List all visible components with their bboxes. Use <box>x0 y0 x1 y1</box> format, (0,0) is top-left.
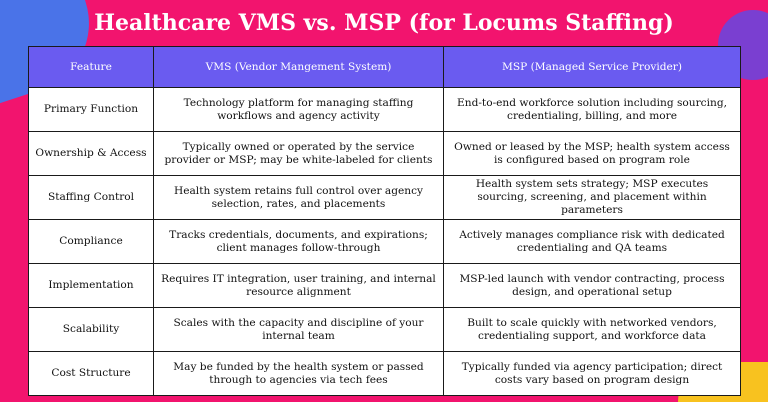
msp-cell: End-to-end workforce solution including sourcing, credentialing, billing, and more <box>444 88 741 132</box>
msp-cell: Health system sets strategy; MSP executes sourcing, screening, and placement within parameters <box>444 176 741 220</box>
vms-cell: May be funded by the health system or passed through to agencies via tech fees <box>154 352 444 396</box>
header-feature: Feature <box>29 47 154 88</box>
feature-cell: Cost Structure <box>29 352 154 396</box>
feature-cell: Scalability <box>29 308 154 352</box>
vms-cell: Health system retains full control over agency selection, rates, and placements <box>154 176 444 220</box>
msp-cell: Owned or leased by the MSP; health system access is configured based on program role <box>444 132 741 176</box>
feature-cell: Ownership & Access <box>29 132 154 176</box>
feature-cell: Staffing Control <box>29 176 154 220</box>
table-row <box>29 220 741 264</box>
vms-cell: Technology platform for managing staffing workflows and agency activity <box>154 88 444 132</box>
msp-cell: MSP-led launch with vendor contracting, process design, and operational setup <box>444 264 741 308</box>
vms-cell: Typically owned or operated by the service provider or MSP; may be white-labeled for clients <box>154 132 444 176</box>
table-row <box>29 132 741 176</box>
msp-cell: Actively manages compliance risk with dedicated credentialing and QA teams <box>444 220 741 264</box>
table-row <box>29 88 741 132</box>
comparison-table <box>28 46 741 396</box>
table-row <box>29 176 741 220</box>
msp-cell: Built to scale quickly with networked vendors, credentialing support, and workforce data <box>444 308 741 352</box>
table-row <box>29 352 741 396</box>
page-title: Healthcare VMS vs. MSP (for Locums Staffing) <box>94 10 674 36</box>
vms-cell: Tracks credentials, documents, and expirations; client manages follow-through <box>154 220 444 264</box>
header-vms: VMS (Vendor Mangement System) <box>154 47 444 88</box>
vms-cell: Scales with the capacity and discipline of your internal team <box>154 308 444 352</box>
table-row <box>29 308 741 352</box>
feature-cell: Implementation <box>29 264 154 308</box>
vms-cell: Requires IT integration, user training, and internal resource alignment <box>154 264 444 308</box>
table-row <box>29 264 741 308</box>
header-msp: MSP (Managed Service Provider) <box>444 47 741 88</box>
feature-cell: Primary Function <box>29 88 154 132</box>
feature-cell: Compliance <box>29 220 154 264</box>
msp-cell: Typically funded via agency participation; direct costs vary based on program design <box>444 352 741 396</box>
table-header-row <box>29 47 741 88</box>
